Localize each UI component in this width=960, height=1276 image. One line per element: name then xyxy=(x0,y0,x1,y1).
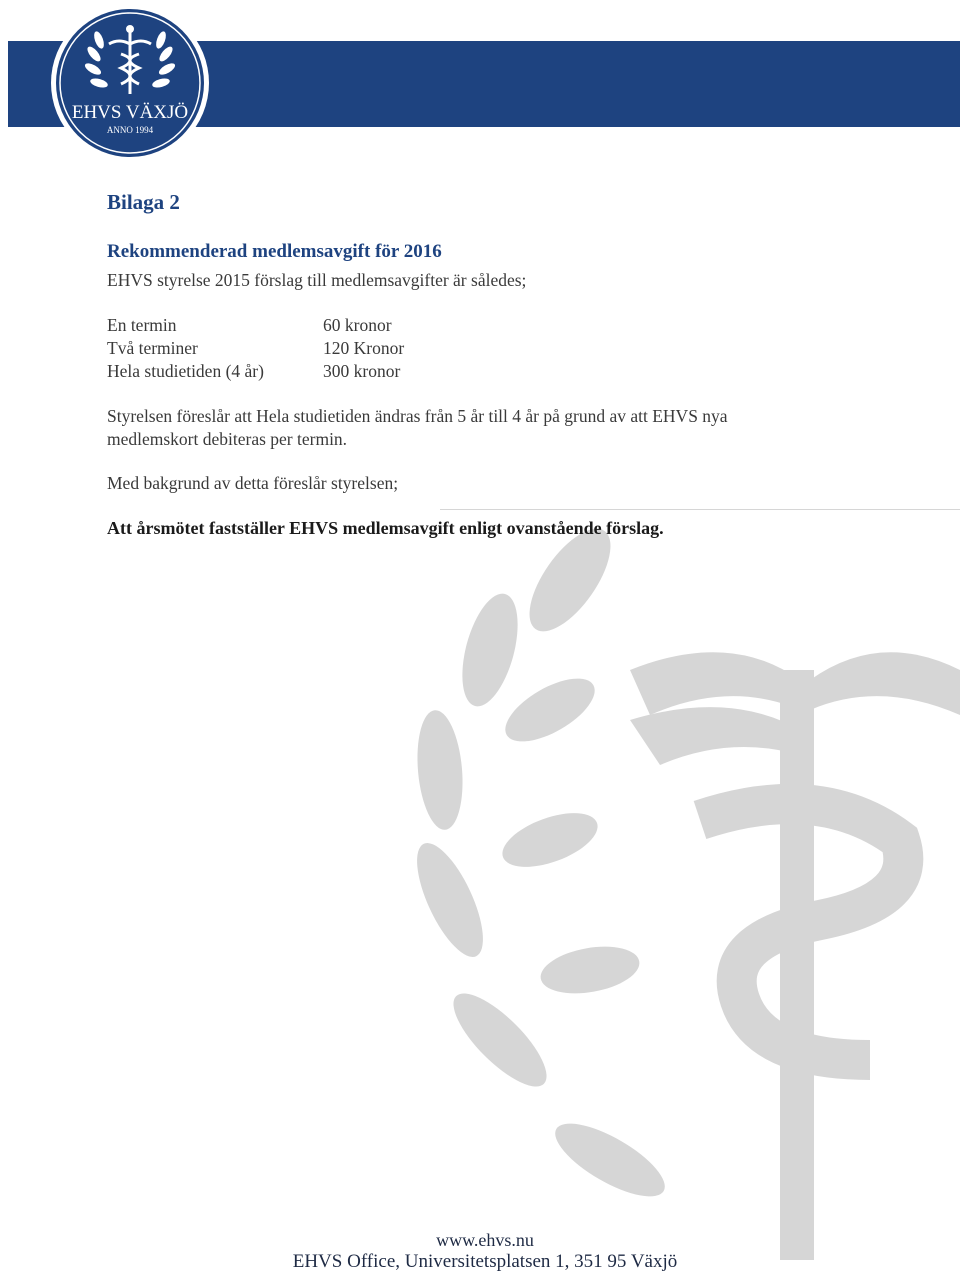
fee-value: 60 kronor xyxy=(323,315,392,335)
decision-text: Att årsmötet fastställer EHVS medlemsavgift enligt ovanstående förslag. xyxy=(107,518,664,538)
fee-label: Två terminer xyxy=(107,338,198,358)
logo-name: EHVS VÄXJÖ xyxy=(71,102,189,123)
divider xyxy=(440,509,960,510)
fee-value: 300 kronor xyxy=(323,361,401,381)
document-title: Bilaga 2 xyxy=(107,190,180,214)
paragraph-proposal: Styrelsen föreslår att Hela studietiden ändras från 5 år till 4 år på grund av att EHVS nya medlemskort debiteras per termin. xyxy=(107,406,728,449)
intro-text: EHVS styrelse 2015 förslag till medlemsavgifter är således; xyxy=(107,270,527,290)
fee-value: 120 Kronor xyxy=(323,338,405,358)
document-subtitle: Rekommenderad medlemsavgift för 2016 xyxy=(107,241,442,262)
fee-label: En termin xyxy=(107,315,177,335)
footer-address: EHVS Office, Universitetsplatsen 1, 351 95 Växjö xyxy=(292,1251,678,1272)
footer-website: www.ehvs.nu xyxy=(436,1230,534,1250)
ehvs-logo xyxy=(49,2,211,164)
caduceus-watermark xyxy=(400,520,960,1260)
logo-sub: ANNO 1994 xyxy=(106,125,154,135)
fee-label: Hela studietiden (4 år) xyxy=(107,361,264,381)
paragraph-background: Med bakgrund av detta föreslår styrelsen; xyxy=(107,473,399,493)
